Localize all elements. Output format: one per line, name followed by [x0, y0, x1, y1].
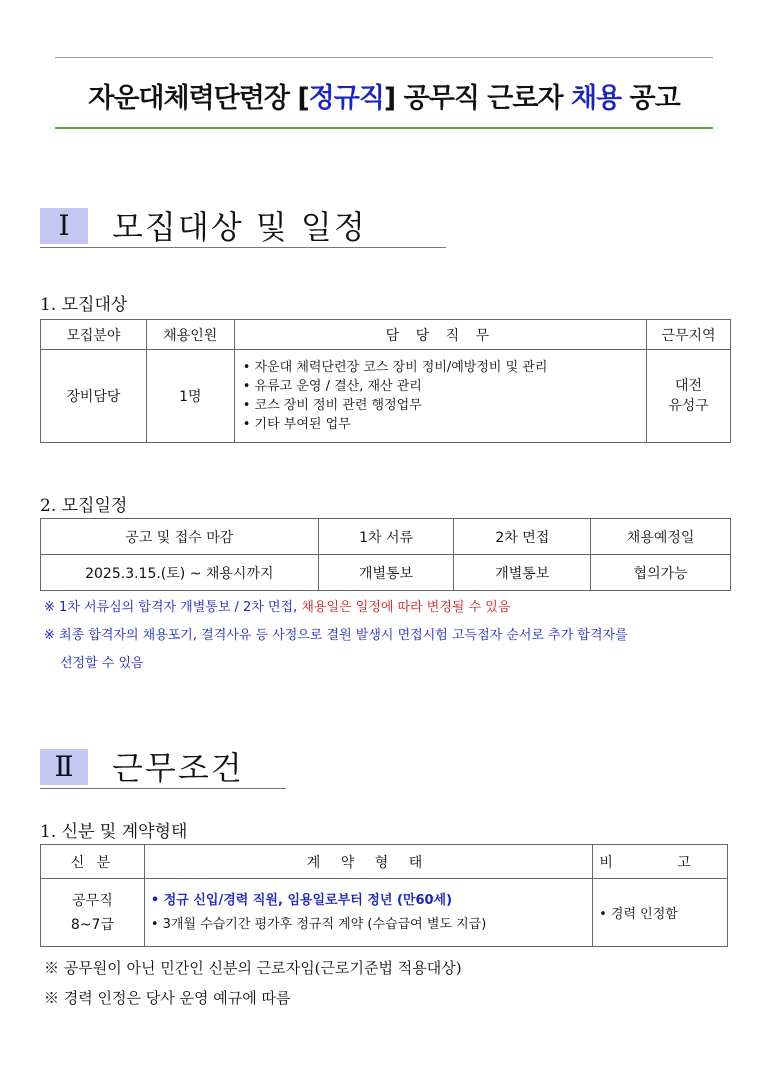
section-2-number: Ⅱ: [40, 749, 88, 785]
cell-hire-date: 협의가능: [591, 555, 731, 591]
schedule-note-1: ※ 1차 서류심의 합격자 개별통보 / 2차 면접, 채용일은 일정에 따라 변경될 수 있음: [44, 600, 511, 615]
cell-contract: [144, 879, 592, 947]
header-notice-deadline: 공고 및 접수 마감: [41, 519, 319, 555]
duty-item: • 자운대 체력단련장 코스 장비 정비/예방정비 및 관리: [243, 358, 642, 377]
header-region: 근무지역: [647, 320, 731, 350]
cell-status: 공무직 8~7급: [41, 879, 145, 947]
contract-note-1: ※ 공무원이 아닌 민간인 신분의 근로자임(근로기준법 적용대상): [44, 959, 462, 977]
schedule-table: [40, 518, 731, 591]
schedule-note-2-continued: 선정할 수 있음: [60, 656, 144, 671]
cell-duties: [234, 350, 646, 443]
subsection-recruitment-target: 1. 모집대상: [40, 295, 128, 315]
header-second-round: 2차 면접: [454, 519, 591, 555]
title-highlight-regular: 정규직: [308, 83, 384, 114]
duty-item: • 코스 장비 정비 관련 행정업무: [243, 396, 642, 415]
header-status: 신 분: [41, 845, 145, 879]
header-field: 모집분야: [41, 320, 147, 350]
title-top-rule: [55, 57, 713, 58]
recruitment-table: [40, 319, 731, 443]
contract-table: [40, 844, 728, 947]
cell-field: 장비담당: [41, 350, 147, 443]
cell-region: 대전 유성구: [647, 350, 731, 443]
cell-remark: • 경력 인정함: [593, 879, 728, 947]
contract-note-2: ※ 경력 인정은 당사 운영 예규에 따름: [44, 989, 291, 1007]
cell-second-round: 개별통보: [454, 555, 591, 591]
header-remark: 비 고: [593, 845, 728, 879]
section-2-heading: [40, 749, 286, 789]
header-duties: 담 당 직 무: [234, 320, 646, 350]
section-2-title: 근무조건: [112, 749, 244, 787]
duty-item: • 기타 부여된 업무: [243, 415, 642, 434]
subsection-recruitment-schedule: 2. 모집일정: [40, 496, 128, 516]
cell-notice-deadline: 2025.3.15.(토) ~ 채용시까지: [41, 555, 319, 591]
header-first-round: 1차 서류: [318, 519, 454, 555]
title-highlight-hiring: 채용: [570, 83, 622, 114]
contract-line-1: • 정규 신입/경력 직원, 임용일로부터 정년 (만60세): [150, 892, 453, 908]
section-1-heading: [40, 208, 446, 248]
cell-first-round: 개별통보: [318, 555, 454, 591]
schedule-note-1-warning: 채용일은 일정에 따라 변경될 수 있음: [301, 600, 511, 615]
subsection-status-contract: 1. 신분 및 계약형태: [40, 822, 188, 842]
header-contract: 계 약 형 태: [144, 845, 592, 879]
section-1-title: 모집대상 및 일정: [112, 208, 367, 246]
title-bottom-rule: [55, 127, 713, 129]
cell-count: 1명: [146, 350, 234, 443]
section-1-number: Ⅰ: [40, 208, 88, 244]
header-hire-date: 채용예정일: [591, 519, 731, 555]
page-title: 자운대체력단련장 [정규직] 공무직 근로자 채용 공고: [88, 83, 680, 114]
duty-item: • 유류고 운영 / 결산, 재산 관리: [243, 377, 642, 396]
header-count: 채용인원: [146, 320, 234, 350]
schedule-note-2: ※ 최종 합격자의 채용포기, 결격사유 등 사정으로 결원 발생시 면접시험 고득점자 순서로 추가 합격자를: [44, 628, 628, 643]
contract-line-2: • 3개월 수습기간 평가후 정규직 계약 (수습급여 별도 지급): [150, 916, 487, 932]
